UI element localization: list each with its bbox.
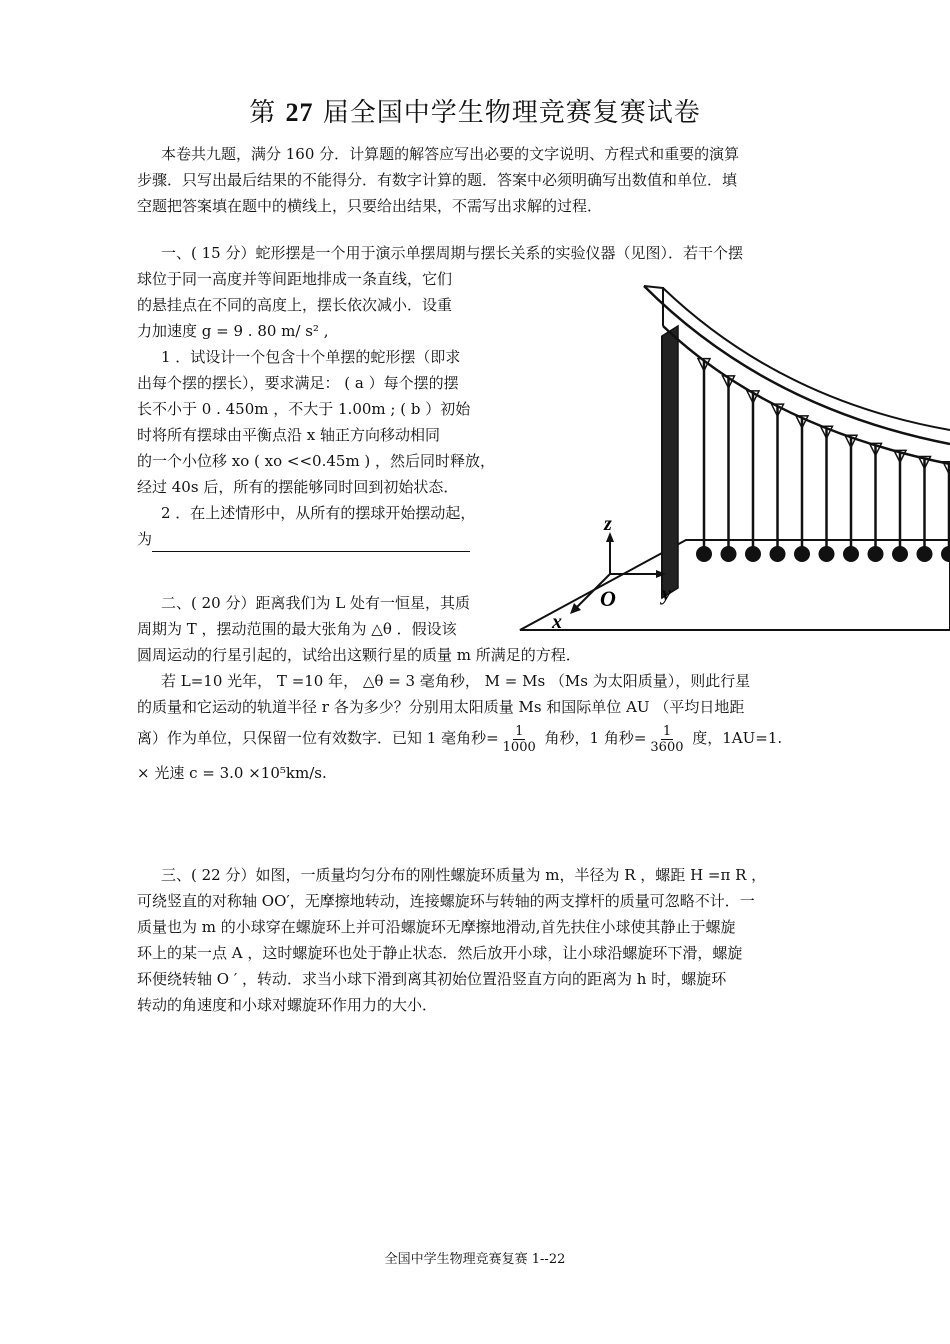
pendulum-ball xyxy=(770,546,786,562)
pendulum-ball xyxy=(696,546,712,562)
q1-blank-prefix: 为 xyxy=(137,530,153,548)
pendulum-ball xyxy=(941,546,950,562)
page-footer: 全国中学生物理竞赛复赛 1--22 xyxy=(384,1252,566,1267)
q2-line: 周期为 T ，摆动范围的最大张角为 △θ ．假设该 xyxy=(137,620,457,638)
x-axis-label: x xyxy=(552,611,562,633)
snake-pendulum-figure xyxy=(518,278,950,638)
z-axis-label: z xyxy=(604,513,612,535)
q2-line: × 光速 c = 3.0 ×10⁵km/s. xyxy=(137,764,327,782)
question-1-body xyxy=(137,266,512,552)
q3-line: 环便绕转轴 O ′ ，转动．求当小球下滑到离其初始位置沿竖直方向的距离为 h 时，螺旋环 xyxy=(137,970,727,988)
q3-line: 环上的某一点 A ，这时螺旋环也处于静止状态．然后放开小球，让小球沿螺旋环下滑，螺旋 xyxy=(137,944,743,962)
question-1-header xyxy=(137,240,815,266)
q1-line: 时将所有摆球由平衡点沿 x 轴正方向移动相同 xyxy=(137,426,440,444)
pendulum-ball xyxy=(819,546,835,562)
question-3-body xyxy=(137,862,815,1018)
beam-end xyxy=(644,286,663,326)
pendulum-ball xyxy=(745,546,761,562)
q1-line: 的悬挂点在不同的高度上，摆长依次减小．设重 xyxy=(137,296,453,314)
pendulum-ball xyxy=(794,546,810,562)
q1-answer-line xyxy=(137,526,512,552)
q1-line: 长不小于 0 . 450m ，不大于 1.00m ; ( b ）初始 xyxy=(137,400,471,418)
pendulum-group xyxy=(696,359,950,562)
q2-line: 的质量和它运动的轨道半径 r 各为多少？分别用太阳质量 Ms 和国际单位 AU （平均日地距 xyxy=(137,698,745,716)
fraction-numerator: 1 xyxy=(515,723,524,739)
fraction-arcsec xyxy=(648,724,685,755)
q2-line: 圆周运动的行星引起的，试给出这颗行星的质量 m 所满足的方程． xyxy=(137,646,581,664)
q1-line: 力加速度 g = 9 . 80 m/ s² , xyxy=(137,322,329,340)
q1-line: 球位于同一高度并等间距地排成一条直线，它们 xyxy=(137,270,453,288)
pendulum-ball xyxy=(868,546,884,562)
intro-line: 本卷共九题，满分 160 分．计算题的解答应写出必要的文字说明、方程式和重要的演算 xyxy=(161,145,740,163)
beam-bottom-edge xyxy=(663,326,950,464)
page-title xyxy=(0,92,950,129)
title-prefix: 第 xyxy=(249,98,277,128)
fraction-denominator: 1000 xyxy=(502,739,536,755)
title-number: 27 xyxy=(285,98,314,127)
pendulum-ball xyxy=(917,546,933,562)
q3-line: 质量也为 m 的小球穿在螺旋环上并可沿螺旋环无摩擦地滑动,首先扶住小球使其静止于螺旋 xyxy=(137,918,736,936)
q2-line: 二、( 20 分）距离我们为 L 处有一恒星，其质 xyxy=(161,594,470,612)
y-axis-label: y xyxy=(662,583,671,605)
q1-header-text: 一、( 15 分）蛇形摆是一个用于演示单摆周期与摆长关系的实验仪器（见图）．若干个摆 xyxy=(161,244,743,262)
q3-line: 可绕竖直的对称轴 OO′，无摩擦地转动，连接螺旋环与转轴的两支撑杆的质量可忽略不计．一 xyxy=(137,892,755,910)
q1-line: 1 ．试设计一个包含十个单摆的蛇形摆（即求 xyxy=(161,348,461,366)
q2-line: 若 L=10 光年， T =10 年， △θ = 3 毫角秒， M = Ms （Ms 为太阳质量），则此行星 xyxy=(161,672,751,690)
q1-line: 经过 40s 后，所有的摆能够同时回到初始状态． xyxy=(137,478,459,496)
intro-line: 空题把答案填在题中的横线上，只要给出结果，不需写出求解的过程． xyxy=(137,197,603,215)
pendulum-ball xyxy=(892,546,908,562)
question-2-intro xyxy=(137,590,512,642)
question-2-body xyxy=(137,642,815,786)
pendulum-ball xyxy=(721,546,737,562)
intro-paragraph xyxy=(137,141,815,219)
answer-blank[interactable] xyxy=(152,533,470,552)
q2-fraction-line xyxy=(137,720,815,756)
origin-label: O xyxy=(600,586,616,611)
q2-text: 离）作为单位，只保留一位有效数字．已知 1 毫角秒= xyxy=(137,729,499,747)
q3-line: 三、( 22 分）如图，一质量均匀分布的刚性螺旋环质量为 m，半径为 R ，螺距 H =π R ， xyxy=(161,866,767,884)
intro-line: 步骤．只写出最后结果的不能得分．有数字计算的题．答案中必须明确写出数值和单位．填 xyxy=(137,171,738,189)
q1-line: 的一个小位移 xo ( xo <<0.45m ) ，然后同时释放， xyxy=(137,452,496,470)
title-suffix: 届全国中学生物理竞赛复赛试卷 xyxy=(322,98,701,128)
vertical-post xyxy=(662,326,678,598)
fraction-denominator: 3600 xyxy=(650,739,684,755)
q1-line: 出每个摆的摆长），要求满足： ( a ）每个摆的摆 xyxy=(137,374,459,392)
q2-text: 角秒，1 角秒= xyxy=(539,729,647,747)
q1-line: 2 ．在上述情形中，从所有的摆球开始摆动起， xyxy=(161,504,476,522)
q2-text: 度，1AU=1. xyxy=(687,729,783,747)
pendulum-ball xyxy=(843,546,859,562)
fraction-numerator: 1 xyxy=(662,723,672,739)
fraction-milliarcsec xyxy=(501,724,538,755)
q3-line: 转动的角速度和小球对螺旋环作用力的大小． xyxy=(137,996,438,1014)
